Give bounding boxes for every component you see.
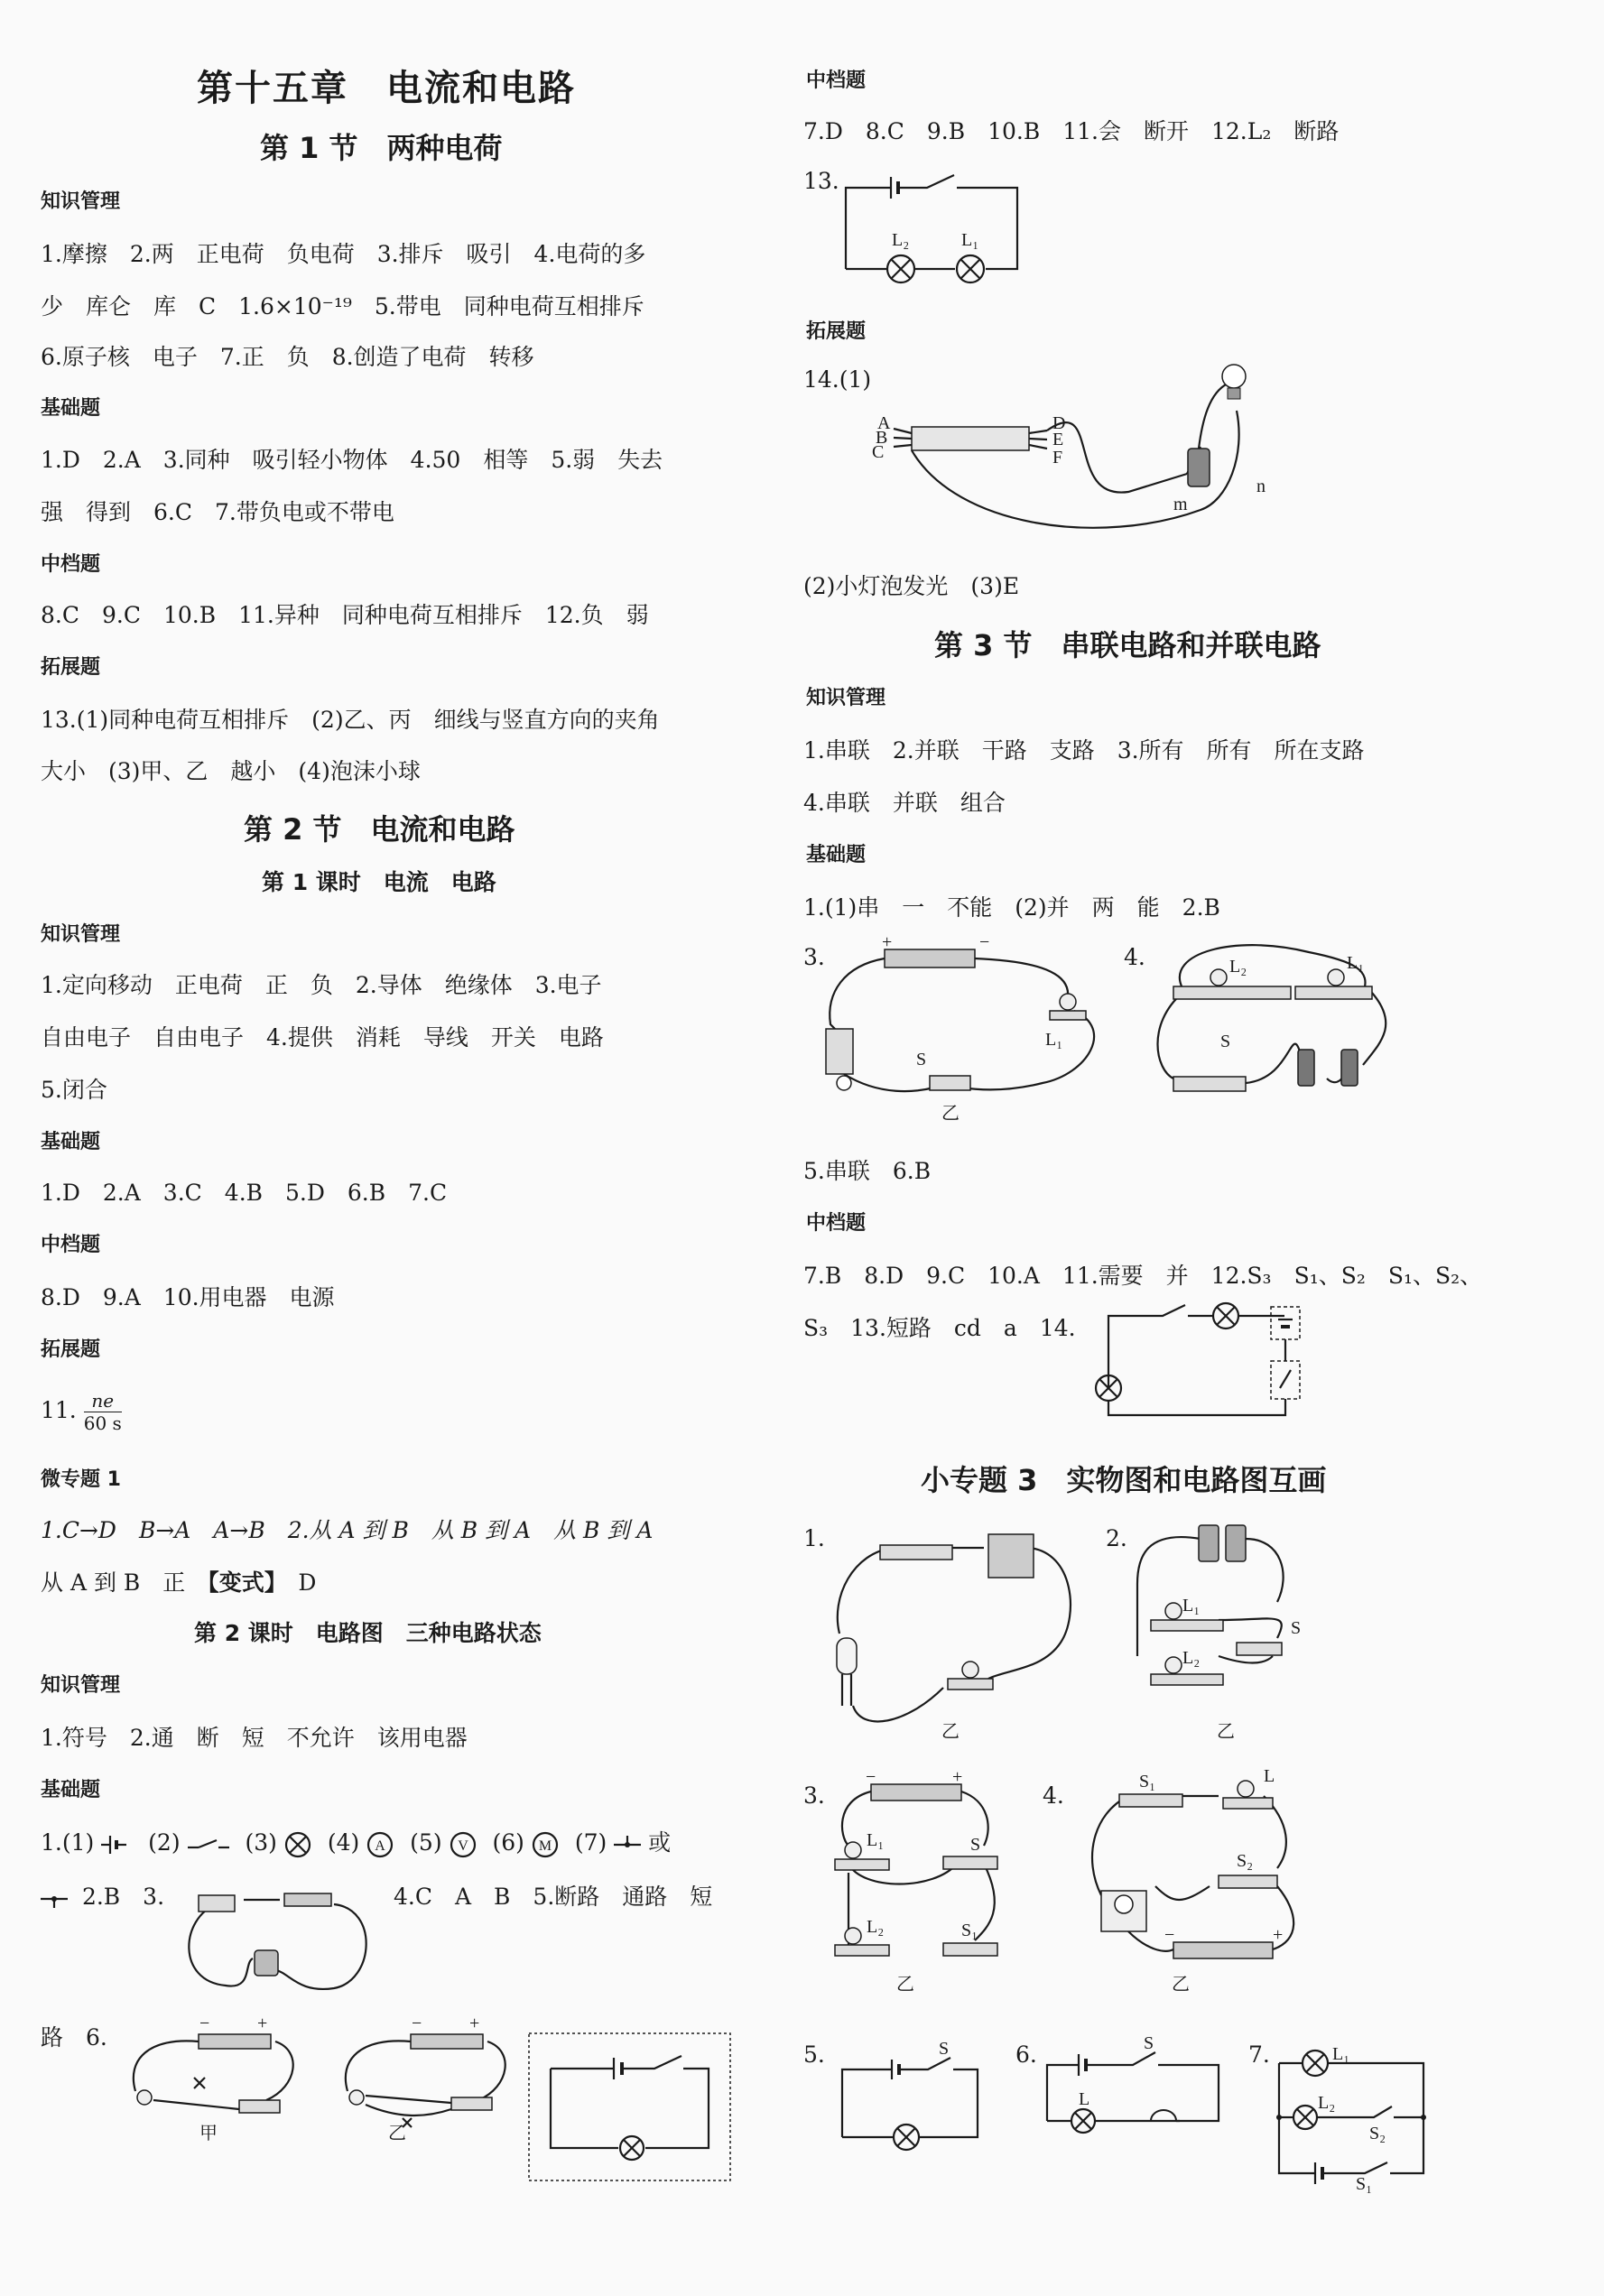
- answer-line: 8.C 9.C 10.B 11.异种 同种电荷互相排斥 12.负 弱: [41, 602, 649, 628]
- minus-sign-text: −: [412, 2014, 422, 2033]
- terminal-label: F: [1052, 448, 1063, 468]
- answer-text: 1.(1): [41, 1829, 95, 1856]
- switch-label: S: [970, 1835, 981, 1855]
- switch-label: S: [1291, 1618, 1302, 1638]
- real-circuit-figure-q3: [826, 932, 1115, 1128]
- circuit-schematic-x5: [838, 2039, 982, 2155]
- q11-label: 11.: [41, 1397, 77, 1423]
- answer-line: 4.C A B 5.断路 通路 短: [394, 1884, 713, 1910]
- lamp-label: L₂: [1182, 1648, 1201, 1668]
- category-label: 微专题 1: [41, 1468, 121, 1491]
- answer-line: 8.D 9.A 10.用电器 电源: [41, 1284, 335, 1310]
- lamp-label: L: [1079, 2089, 1090, 2109]
- answer-line: 1.C→D B→A A→B 2.从 A 到 B 从 B 到 A 从 B 到 A: [41, 1517, 654, 1543]
- q11-numerator: ne: [84, 1390, 122, 1412]
- motor-symbol-icon: [532, 1831, 559, 1858]
- answer-line: 1.(1)串 一 不能 (2)并 两 能 2.B: [803, 894, 1220, 921]
- motor-letter: M: [538, 1838, 552, 1854]
- motor-circuit-figure: [181, 1882, 379, 1999]
- real-circuit-figure-x4: [1074, 1766, 1313, 1995]
- category-label: 拓展题: [41, 1338, 101, 1361]
- answer-line: 大小 (3)甲、乙 越小 (4)泡沫小球: [41, 758, 421, 784]
- battery-symbol-icon: [101, 1833, 128, 1856]
- switch-label: S₁: [961, 1921, 978, 1940]
- category-label: 拓展题: [41, 656, 101, 679]
- battery-icon: [1173, 1942, 1273, 1958]
- battery-icon: [284, 1893, 331, 1906]
- question-number: 6.: [1015, 2041, 1037, 2068]
- point-label: m: [1173, 495, 1188, 514]
- variant-tag: 【变式】: [208, 1569, 276, 1596]
- wire-bundle-icon: [912, 427, 1029, 450]
- answer-line: [41, 1879, 164, 1912]
- answer-line: 少 库仑 库 C 1.6×10⁻¹⁹ 5.带电 同种电荷互相排斥: [41, 293, 644, 319]
- answer-line: 1.串联 2.并联 干路 支路 3.所有 所有 所在支路: [803, 737, 1365, 764]
- battery-icon: [199, 2034, 271, 2049]
- switch-icon: [930, 1076, 970, 1090]
- category-label: 基础题: [41, 1131, 101, 1153]
- circuit-figure-jia: [113, 2014, 302, 2141]
- switch-icon: [1237, 1643, 1282, 1655]
- bulb-icon: [845, 1928, 861, 1944]
- answer-text: 或: [648, 1829, 672, 1856]
- lamp-label: L₁: [867, 1830, 885, 1850]
- terminal-label: C: [872, 442, 885, 462]
- bulb-icon: [1222, 365, 1246, 388]
- switch-symbol-icon: [188, 1833, 229, 1856]
- figure-caption: 乙: [388, 2122, 406, 2143]
- category-label: 中档题: [806, 69, 867, 92]
- section-3-title: 第 3 节 串联电路和并联电路: [934, 628, 1321, 662]
- battery-cell-icon: [1341, 1050, 1358, 1086]
- bulb-icon: [1238, 1781, 1254, 1797]
- symbol-answer-line: [41, 1825, 671, 1858]
- q11-denominator: 60 s: [83, 1412, 122, 1434]
- answer-line: 1.符号 2.通 断 短 不允许 该用电器: [41, 1725, 468, 1751]
- answer-line: 1.D 2.A 3.同种 吸引轻小物体 4.50 相等 5.弱 失去: [41, 447, 663, 473]
- point-label: n: [1256, 477, 1266, 496]
- lamp-label: L₂: [867, 1917, 885, 1937]
- led-icon: [837, 1638, 857, 1674]
- figure-caption: 乙: [941, 1102, 960, 1124]
- answer-line: 1.定向移动 正电荷 正 负 2.导体 绝缘体 3.电子: [41, 972, 602, 998]
- voltmeter-symbol-icon: [450, 1831, 477, 1858]
- lamp-label: L₁: [1182, 1596, 1201, 1616]
- junction-symbol-icon: [41, 1887, 68, 1911]
- answer-line-q11: [41, 1390, 122, 1434]
- battery-cell-icon: [1298, 1050, 1314, 1086]
- switch-label: S: [916, 1050, 927, 1069]
- answer-line: 13.(1)同种电荷互相排斥 (2)乙、丙 细线与竖直方向的夹角: [41, 707, 660, 733]
- answer-line: 5.闭合: [41, 1077, 107, 1103]
- answer-text: 从 A 到 B 正: [41, 1569, 209, 1596]
- category-label: 基础题: [41, 1779, 101, 1801]
- lamp-label: L: [1264, 1766, 1275, 1786]
- lamp-label: L₁: [1332, 2044, 1350, 2064]
- question-number: 4.: [1124, 944, 1145, 970]
- switch-icon: [943, 1943, 997, 1956]
- real-circuit-figure-x3: [826, 1767, 1043, 1995]
- lesson-title: 第 1 课时 电流 电路: [262, 869, 496, 895]
- lamp-label: L₁: [961, 230, 979, 250]
- switch-icon: [199, 1895, 235, 1912]
- bulb-icon: [1210, 969, 1227, 986]
- battery-cell-icon: [1226, 1525, 1246, 1561]
- switch-label: S: [939, 2039, 950, 2059]
- lamp-label: L₁: [1347, 953, 1365, 973]
- answer-text: (5): [410, 1829, 442, 1856]
- circuit-schematic-x7: [1275, 2038, 1428, 2194]
- answer-line: 5.串联 6.B: [803, 1158, 932, 1184]
- circuit-figure-yi: [325, 2014, 515, 2141]
- category-label: 知识管理: [41, 190, 121, 213]
- battery-cell-icon: [1188, 449, 1210, 486]
- rheostat-icon: [826, 1029, 853, 1074]
- battery-box-icon: [988, 1534, 1034, 1578]
- question-number: 4.: [1043, 1782, 1064, 1809]
- battery-icon: [871, 1784, 961, 1801]
- minus-sign-text: −: [1164, 1925, 1175, 1945]
- lamp-label: L₂: [1318, 2093, 1336, 2113]
- lamp-label: L₂: [1229, 957, 1247, 977]
- switch-icon: [451, 2097, 492, 2110]
- answer-text: (3): [245, 1829, 277, 1856]
- terminal-label: E: [1052, 430, 1064, 449]
- bulb-icon: [1060, 994, 1076, 1010]
- q11-fraction: [84, 1390, 122, 1434]
- answer-line: 6.原子核 电子 7.正 负 8.创造了电荷 转移: [41, 344, 534, 370]
- question-number: 14.(1): [803, 366, 872, 393]
- bulb-icon: [1328, 969, 1344, 986]
- switch-icon: [1173, 1077, 1246, 1091]
- junction-symbol-icon: [614, 1833, 641, 1856]
- switch-icon: [239, 2100, 280, 2113]
- switch-label: S₁: [1356, 2174, 1373, 2194]
- category-label: 中档题: [41, 1234, 101, 1256]
- figure-caption: 甲: [199, 2122, 218, 2143]
- answer-line: (2)小灯泡发光 (3)E: [803, 573, 1020, 599]
- question-number: 7.: [1248, 2041, 1270, 2068]
- category-label: 基础题: [41, 397, 101, 420]
- real-circuit-figure-x1: [826, 1525, 1088, 1742]
- lamp-label: L₂: [892, 230, 910, 250]
- circuit-schematic-q13: [841, 170, 1022, 278]
- ammeter-symbol-icon: [366, 1831, 394, 1858]
- question-number: 5.: [803, 2041, 825, 2068]
- lamp-label: L₁: [1045, 1030, 1063, 1050]
- answer-text: 2.B 3.: [81, 1884, 165, 1910]
- bulb-icon: [962, 1662, 978, 1678]
- answer-line: 1.D 2.A 3.C 4.B 5.D 6.B 7.C: [41, 1180, 448, 1206]
- category-label: 中档题: [806, 1212, 867, 1235]
- voltmeter-letter: V: [457, 1838, 468, 1854]
- switch-label: S₂: [1237, 1851, 1254, 1871]
- plus-sign-text: +: [257, 2014, 268, 2033]
- answer-line: S₃ 13.短路 cd a 14.: [803, 1315, 1076, 1341]
- answer-line: 强 得到 6.C 7.带负电或不带电: [41, 499, 394, 525]
- minus-sign-text: −: [866, 1767, 876, 1787]
- answer-line: [41, 1565, 316, 1597]
- answer-line: 4.串联 并联 组合: [803, 790, 1006, 816]
- conductivity-test-figure: [867, 356, 1291, 537]
- figure-caption: 乙: [1172, 1973, 1190, 1995]
- switch-label: S₂: [1369, 2124, 1386, 2143]
- switch-label: S: [1144, 2033, 1154, 2053]
- question-number: 13.: [803, 168, 839, 194]
- circuit-schematic-q14: [1099, 1307, 1316, 1424]
- switch-label: S: [1220, 1032, 1231, 1051]
- plus-sign-text: +: [469, 2014, 480, 2033]
- motor-icon: [255, 1950, 278, 1976]
- battery-icon: [411, 2034, 483, 2049]
- battery-cell-icon: [1199, 1525, 1219, 1561]
- switch-icon: [1119, 1794, 1182, 1807]
- answer-line: 7.B 8.D 9.C 10.A 11.需要 并 12.S₃ S₁、S₂ S₁、S₂、: [803, 1263, 1483, 1289]
- switch-icon: [1219, 1875, 1277, 1888]
- answer-text: (7): [574, 1829, 607, 1856]
- answer-text: (6): [492, 1829, 524, 1856]
- bulb-icon: [1165, 1657, 1182, 1673]
- category-label: 拓展题: [806, 320, 867, 343]
- answer-text: (4): [327, 1829, 360, 1856]
- plus-sign-text: +: [952, 1767, 963, 1787]
- lamp-symbol-icon: [284, 1831, 311, 1858]
- answer-line: 1.摩擦 2.两 正电荷 负电荷 3.排斥 吸引 4.电荷的多: [41, 241, 646, 267]
- minus-sign-text: −: [199, 2014, 210, 2033]
- question-number: 3.: [803, 944, 825, 970]
- answer-line: 路 6.: [41, 2024, 107, 2051]
- terminal-label: D: [1052, 413, 1066, 433]
- category-label: 中档题: [41, 553, 101, 576]
- minus-sign-text: −: [979, 932, 990, 952]
- category-label: 知识管理: [806, 687, 886, 709]
- category-label: 知识管理: [41, 1674, 121, 1697]
- bulb-icon: [349, 2090, 364, 2105]
- switch-label: S₁: [1139, 1772, 1156, 1791]
- battery-icon: [885, 949, 975, 967]
- real-circuit-figure-q4: [1146, 934, 1417, 1115]
- question-number: 2.: [1106, 1525, 1127, 1551]
- answer-text: (2): [148, 1829, 181, 1856]
- bulb-icon: [845, 1842, 861, 1858]
- answer-text: D: [298, 1569, 317, 1596]
- section-2-title: 第 2 节 电流和电路: [244, 812, 515, 847]
- switch-icon: [943, 1856, 997, 1869]
- lesson-title: 第 2 课时 电路图 三种电路状态: [194, 1620, 542, 1646]
- plus-sign-text: +: [1273, 1925, 1284, 1945]
- terminal-label: A: [877, 413, 891, 433]
- bulb-icon: [1165, 1603, 1182, 1619]
- answer-line: 7.D 8.C 9.B 10.B 11.会 断开 12.L₂ 断路: [803, 118, 1340, 144]
- figure-caption: 乙: [1217, 1720, 1235, 1742]
- circuit-schematic-x6: [1043, 2033, 1223, 2139]
- category-label: 知识管理: [41, 923, 121, 946]
- figure-caption: 乙: [941, 1720, 960, 1742]
- plus-sign-text: +: [882, 932, 893, 952]
- circuit-schematic-dotted: [528, 2032, 731, 2181]
- answer-line: 自由电子 自由电子 4.提供 消耗 导线 开关 电路: [41, 1024, 604, 1051]
- switch-icon: [880, 1545, 952, 1560]
- question-number: 3.: [803, 1782, 825, 1809]
- terminal-label: B: [876, 428, 888, 448]
- section-1-title: 第 1 节 两种电荷: [260, 131, 503, 165]
- category-label: 基础题: [806, 844, 867, 866]
- real-circuit-figure-x2: [1128, 1521, 1336, 1742]
- question-number: 1.: [803, 1525, 825, 1551]
- ammeter-letter: A: [375, 1838, 385, 1854]
- topic-3-title: 小专题 3 实物图和电路图互画: [921, 1463, 1327, 1497]
- chapter-title: 第十五章 电流和电路: [197, 68, 576, 109]
- bulb-icon: [137, 2090, 152, 2105]
- figure-caption: 乙: [896, 1973, 914, 1995]
